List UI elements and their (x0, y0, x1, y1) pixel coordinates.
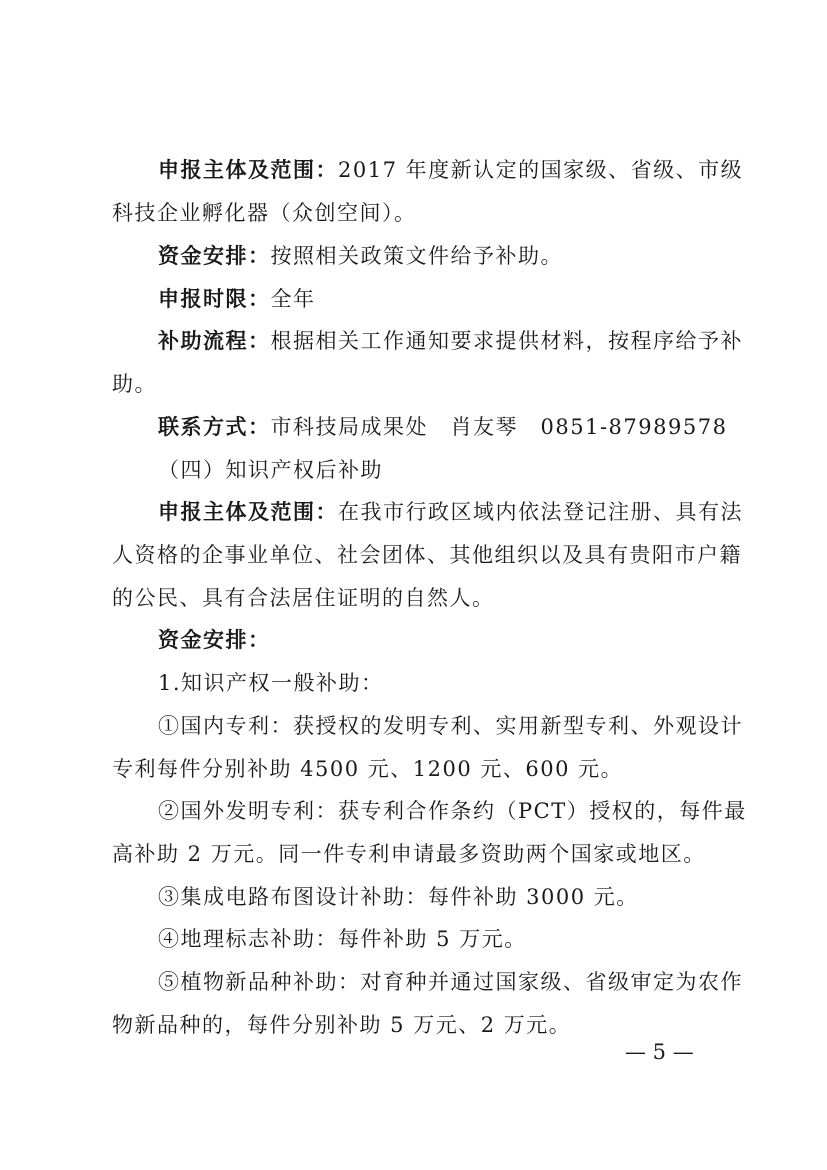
geo-indication-line: ④地理标志补助：每件补助 5 万元。 (158, 927, 527, 951)
domestic-patent-line-1: ①国内专利：获授权的发明专利、实用新型专利、外观设计 (158, 714, 743, 738)
contact-label: 联系方式： (158, 414, 271, 439)
period-label: 申报时限： (158, 286, 271, 311)
period-line (158, 279, 732, 319)
plant-variety-line-1: ⑤植物新品种补助：对育种并通过国家级、省级审定为农作 (158, 970, 743, 994)
ic-layout-line: ③集成电路布图设计补助：每件补助 3000 元。 (158, 885, 639, 909)
ip-funding-label: 资金安排： (158, 627, 271, 652)
scope-label: 申报主体及范围： (158, 157, 338, 182)
funding-text: 按照相关政策文件给予补助。 (270, 244, 563, 268)
ip-scope-line-1 (158, 492, 743, 532)
scope-line-1 (158, 150, 744, 190)
ip-scope-line-2: 人资格的企事业单位、社会团体、其他组织以及具有贵阳市户籍 (112, 543, 742, 567)
process-label: 补助流程： (158, 328, 271, 353)
contact-line (158, 407, 732, 447)
funding-line (158, 236, 732, 276)
ip-scope-line-3: 的公民、具有合法居住证明的自然人。 (112, 586, 495, 610)
period-text: 全年 (270, 287, 316, 311)
page-number: — 5 — (625, 1040, 694, 1064)
funding-label: 资金安排： (158, 243, 271, 268)
scope-text: 2017 年度新认定的国家级、省级、市级 (338, 158, 744, 182)
foreign-patent-line-2: 高补助 2 万元。同一件专利申请最多资助两个国家或地区。 (112, 842, 706, 866)
scope-line-2: 科技企业孵化器（众创空间）。 (112, 201, 417, 225)
section-heading: （四）知识产权后补助 (158, 458, 383, 482)
foreign-patent-line-1: ②国外发明专利：获专利合作条约（PCT）授权的，每件最 (158, 799, 747, 823)
ip-item-1: 1.知识产权一般补助： (158, 671, 384, 695)
process-line-1 (158, 321, 743, 361)
plant-variety-line-2: 物新品种的，每件分别补助 5 万元、2 万元。 (112, 1013, 572, 1037)
ip-scope-label: 申报主体及范围： (158, 499, 338, 524)
process-text: 根据相关工作通知要求提供材料，按程序给予补 (270, 329, 743, 353)
process-line-2: 助。 (112, 372, 157, 396)
domestic-patent-line-2: 专利每件分别补助 4500 元、1200 元、600 元。 (112, 757, 624, 781)
contact-text: 市科技局成果处 肖友琴 0851-87989578 (270, 415, 728, 439)
ip-scope-text: 在我市行政区域内依法登记注册、具有法 (338, 500, 743, 524)
